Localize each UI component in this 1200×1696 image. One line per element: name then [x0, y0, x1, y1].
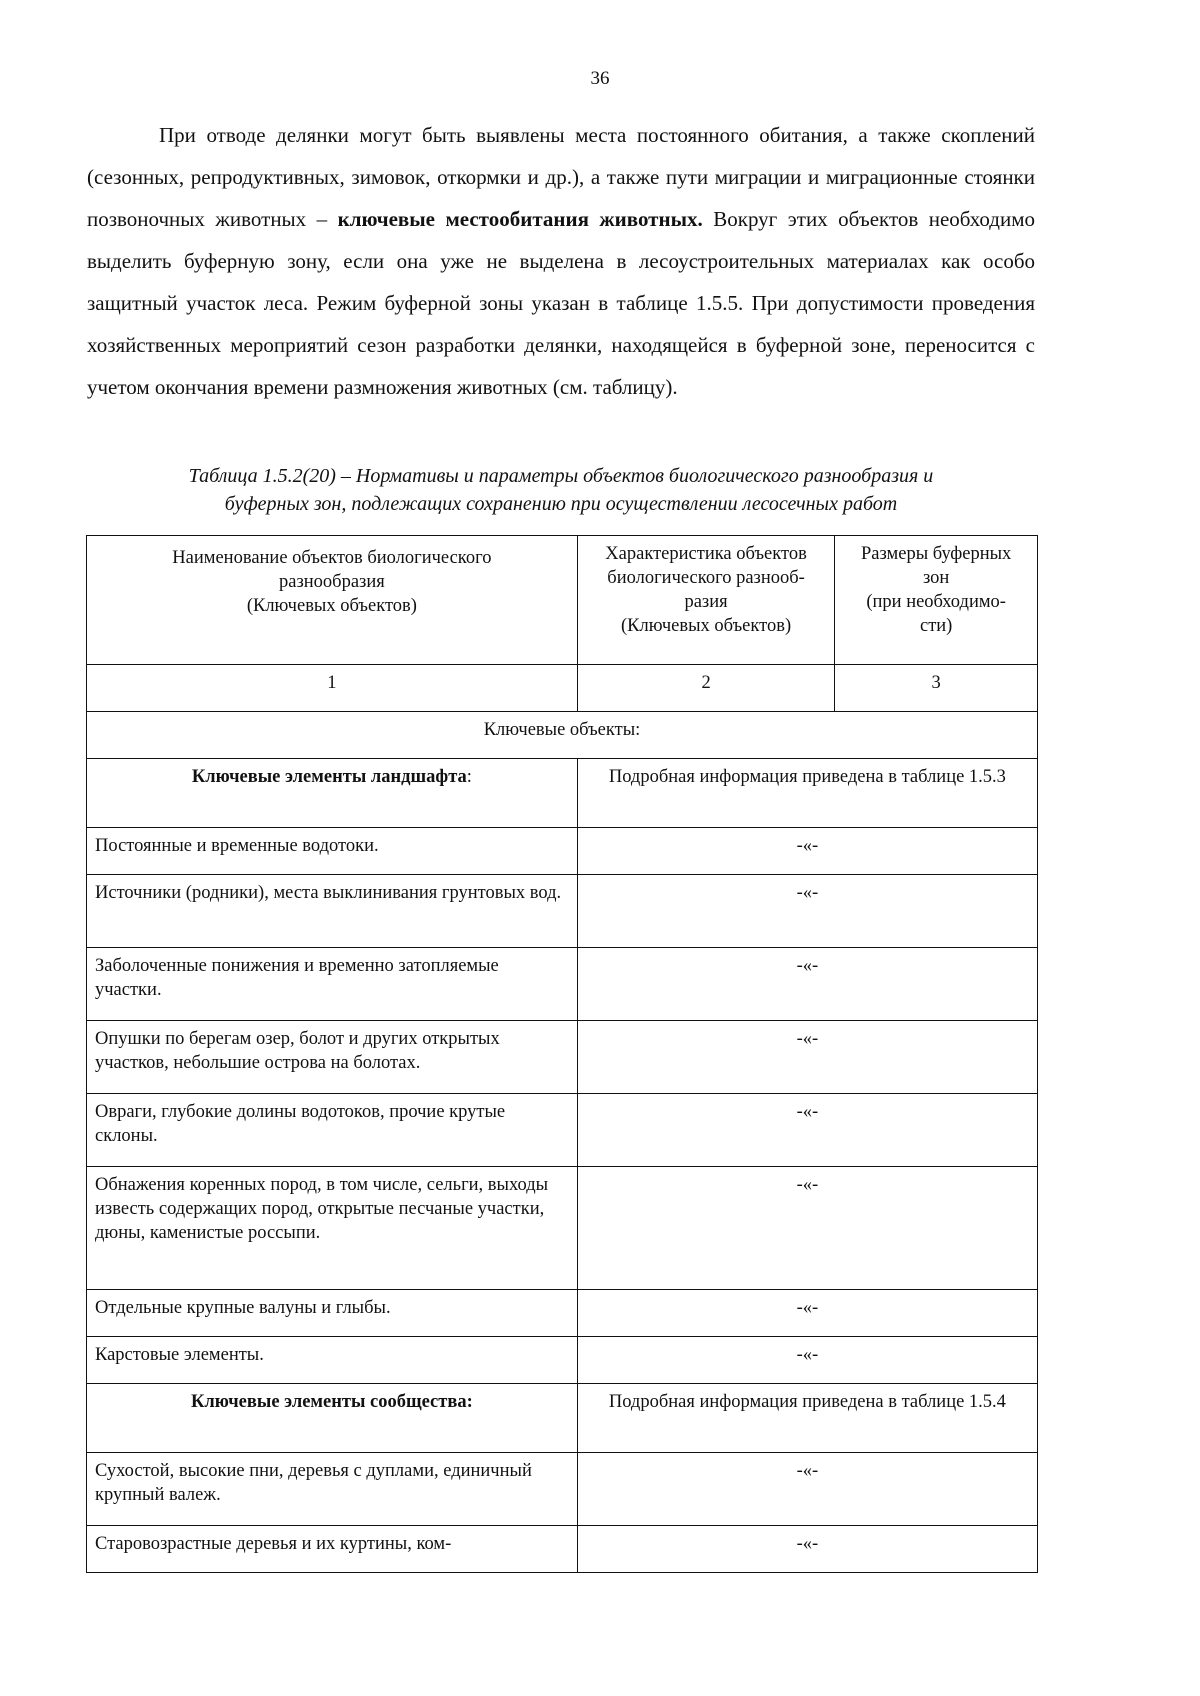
header-cell-buffer-size: Размеры буферных зон (при необходимо- сти) — [835, 536, 1038, 665]
table-row — [87, 1167, 1038, 1290]
ditto-mark: -«- — [577, 1526, 1037, 1573]
group-row-community — [87, 1384, 1038, 1453]
object-name: Постоянные и временные водотоки. — [87, 828, 578, 875]
object-name: Отдельные крупные валуны и глыбы. — [87, 1290, 578, 1337]
table-row — [87, 875, 1038, 948]
column-number-row — [87, 665, 1038, 712]
table-row — [87, 1021, 1038, 1094]
object-name: Сухостой, высокие пни, деревья с дуплами, единичный крупный валеж. — [87, 1453, 578, 1526]
table-row — [87, 1453, 1038, 1526]
body-paragraph — [87, 114, 1035, 408]
table-row — [87, 828, 1038, 875]
object-name: Старовозрастные деревья и их куртины, ком- — [87, 1526, 578, 1573]
ditto-mark: -«- — [577, 828, 1037, 875]
paragraph-text-end: Вокруг этих объектов необходимо выделить буферную зону, если она уже не выделена в лесоустроительных материалах как особо защитный участок леса. Режим буферной зоны указан в таблице 1.5.5. При допустимости проведения хозяйственных мероприятий сезон разработки делянки, находящейся в буферной зоне, переносится с учетом окончания времени размножения животных (см. таблицу). — [87, 207, 1035, 399]
object-name: Карстовые элементы. — [87, 1337, 578, 1384]
column-number: 2 — [577, 665, 835, 712]
ditto-mark: -«- — [577, 1021, 1037, 1094]
group-name: Ключевые элементы ландшафта: — [87, 759, 578, 828]
biodiversity-table — [86, 535, 1038, 1573]
group-name: Ключевые элементы сообщества: — [87, 1384, 578, 1453]
paragraph-bold-term: ключевые местообитания животных. — [337, 207, 703, 231]
ditto-mark: -«- — [577, 1453, 1037, 1526]
ditto-mark: -«- — [577, 1337, 1037, 1384]
object-name: Опушки по берегам озер, болот и других открытых участков, небольшие острова на болотах. — [87, 1021, 578, 1094]
table-row — [87, 1094, 1038, 1167]
paragraph-text-start: При отводе делянки могут быть выявлены места постоянного обитания, а также скоплений (сезонных, репродуктивных, зимовок, откормки и др.), а также пути миграции и миграционные стоянки позвоночных животных – — [87, 123, 1035, 231]
ditto-mark: -«- — [577, 948, 1037, 1021]
page-number: 36 — [590, 68, 610, 89]
table-row — [87, 1526, 1038, 1573]
column-number: 3 — [835, 665, 1038, 712]
header-cell-characteristics: Характеристика объектов биологического разнооб- разия (Ключевых объектов) — [577, 536, 835, 665]
header-cell-name: Наименование объектов биологического разнообразия (Ключевых объектов) — [87, 536, 578, 665]
group-row-landscape — [87, 759, 1038, 828]
table-caption — [87, 462, 1035, 518]
column-number: 1 — [87, 665, 578, 712]
object-name: Источники (родники), места выклинивания грунтовых вод. — [87, 875, 578, 948]
ditto-mark: -«- — [577, 1290, 1037, 1337]
table-row — [87, 1337, 1038, 1384]
table-row — [87, 948, 1038, 1021]
group-info: Подробная информация приведена в таблице 1.5.4 — [577, 1384, 1037, 1453]
table-header-row — [87, 536, 1038, 665]
object-name: Обнажения коренных пород, в том числе, сельги, выходы известь содержащих пород, открытые песчаные участки, дюны, каменистые россыпи. — [87, 1167, 578, 1290]
ditto-mark: -«- — [577, 1094, 1037, 1167]
ditto-mark: -«- — [577, 875, 1037, 948]
ditto-mark: -«- — [577, 1167, 1037, 1290]
group-info: Подробная информация приведена в таблице 1.5.3 — [577, 759, 1037, 828]
table-caption-line-1: Таблица 1.5.2(20) – Нормативы и параметры объектов биологического разнообразия и — [188, 465, 934, 487]
table-caption-line-2: буферных зон, подлежащих сохранению при осуществлении лесосечных работ — [224, 493, 898, 515]
table-row — [87, 1290, 1038, 1337]
object-name: Заболоченные понижения и временно затопляемые участки. — [87, 948, 578, 1021]
section-row — [87, 712, 1038, 759]
section-title: Ключевые объекты: — [87, 712, 1038, 759]
object-name: Овраги, глубокие долины водотоков, прочие крутые склоны. — [87, 1094, 578, 1167]
